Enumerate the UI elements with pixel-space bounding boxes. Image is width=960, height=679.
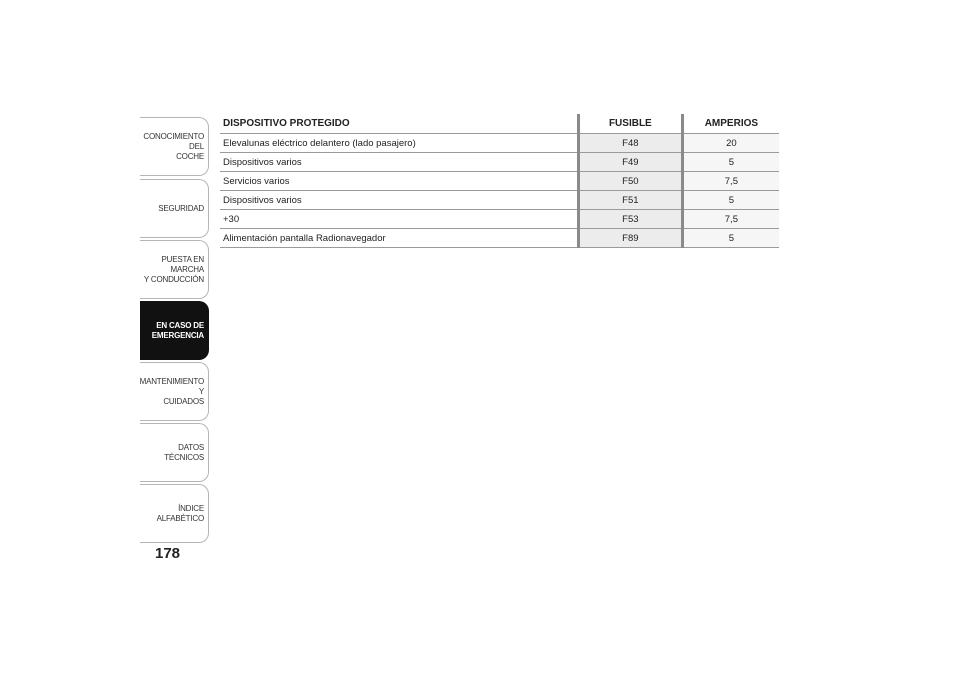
tab-datos-tecnicos[interactable]: DATOS TÉCNICOS bbox=[140, 423, 209, 482]
amps-cell: 20 bbox=[682, 134, 779, 153]
fuse-cell: F89 bbox=[578, 229, 682, 248]
device-cell: Elevalunas eléctrico delantero (lado pasajero) bbox=[220, 134, 578, 153]
tab-indice-alfabetico[interactable]: ÍNDICE ALFABÉTICO bbox=[140, 484, 209, 543]
device-cell: Dispositivos varios bbox=[220, 191, 578, 210]
tab-seguridad[interactable]: SEGURIDAD bbox=[140, 179, 209, 238]
header-device: DISPOSITIVO PROTEGIDO bbox=[220, 114, 578, 134]
table-row bbox=[220, 229, 779, 248]
amps-cell: 7,5 bbox=[682, 172, 779, 191]
fuse-table bbox=[220, 114, 779, 248]
fuse-cell: F53 bbox=[578, 210, 682, 229]
tab-conocimiento-del-coche[interactable]: CONOCIMIENTO DEL COCHE bbox=[140, 117, 209, 176]
header-fuse: FUSIBLE bbox=[578, 114, 682, 134]
fuse-cell: F50 bbox=[578, 172, 682, 191]
table-row bbox=[220, 134, 779, 153]
amps-cell: 5 bbox=[682, 191, 779, 210]
page-number: 178 bbox=[155, 545, 181, 562]
tab-en-caso-de-emergencia[interactable]: EN CASO DE EMERGENCIA bbox=[140, 301, 209, 360]
device-cell: +30 bbox=[220, 210, 578, 229]
fuse-cell: F48 bbox=[578, 134, 682, 153]
amps-cell: 7,5 bbox=[682, 210, 779, 229]
table-header-row bbox=[220, 114, 779, 134]
device-cell: Alimentación pantalla Radionavegador bbox=[220, 229, 578, 248]
device-cell: Dispositivos varios bbox=[220, 153, 578, 172]
table-row bbox=[220, 191, 779, 210]
fuse-cell: F51 bbox=[578, 191, 682, 210]
amps-cell: 5 bbox=[682, 153, 779, 172]
tab-puesta-en-marcha[interactable]: PUESTA EN MARCHA Y CONDUCCIÓN bbox=[140, 240, 209, 299]
fuse-cell: F49 bbox=[578, 153, 682, 172]
tab-mantenimiento[interactable]: MANTENIMIENTO Y CUIDADOS bbox=[140, 362, 209, 421]
header-amps: AMPERIOS bbox=[682, 114, 779, 134]
device-cell: Servicios varios bbox=[220, 172, 578, 191]
amps-cell: 5 bbox=[682, 229, 779, 248]
table-row bbox=[220, 210, 779, 229]
table-row bbox=[220, 153, 779, 172]
table-row bbox=[220, 172, 779, 191]
